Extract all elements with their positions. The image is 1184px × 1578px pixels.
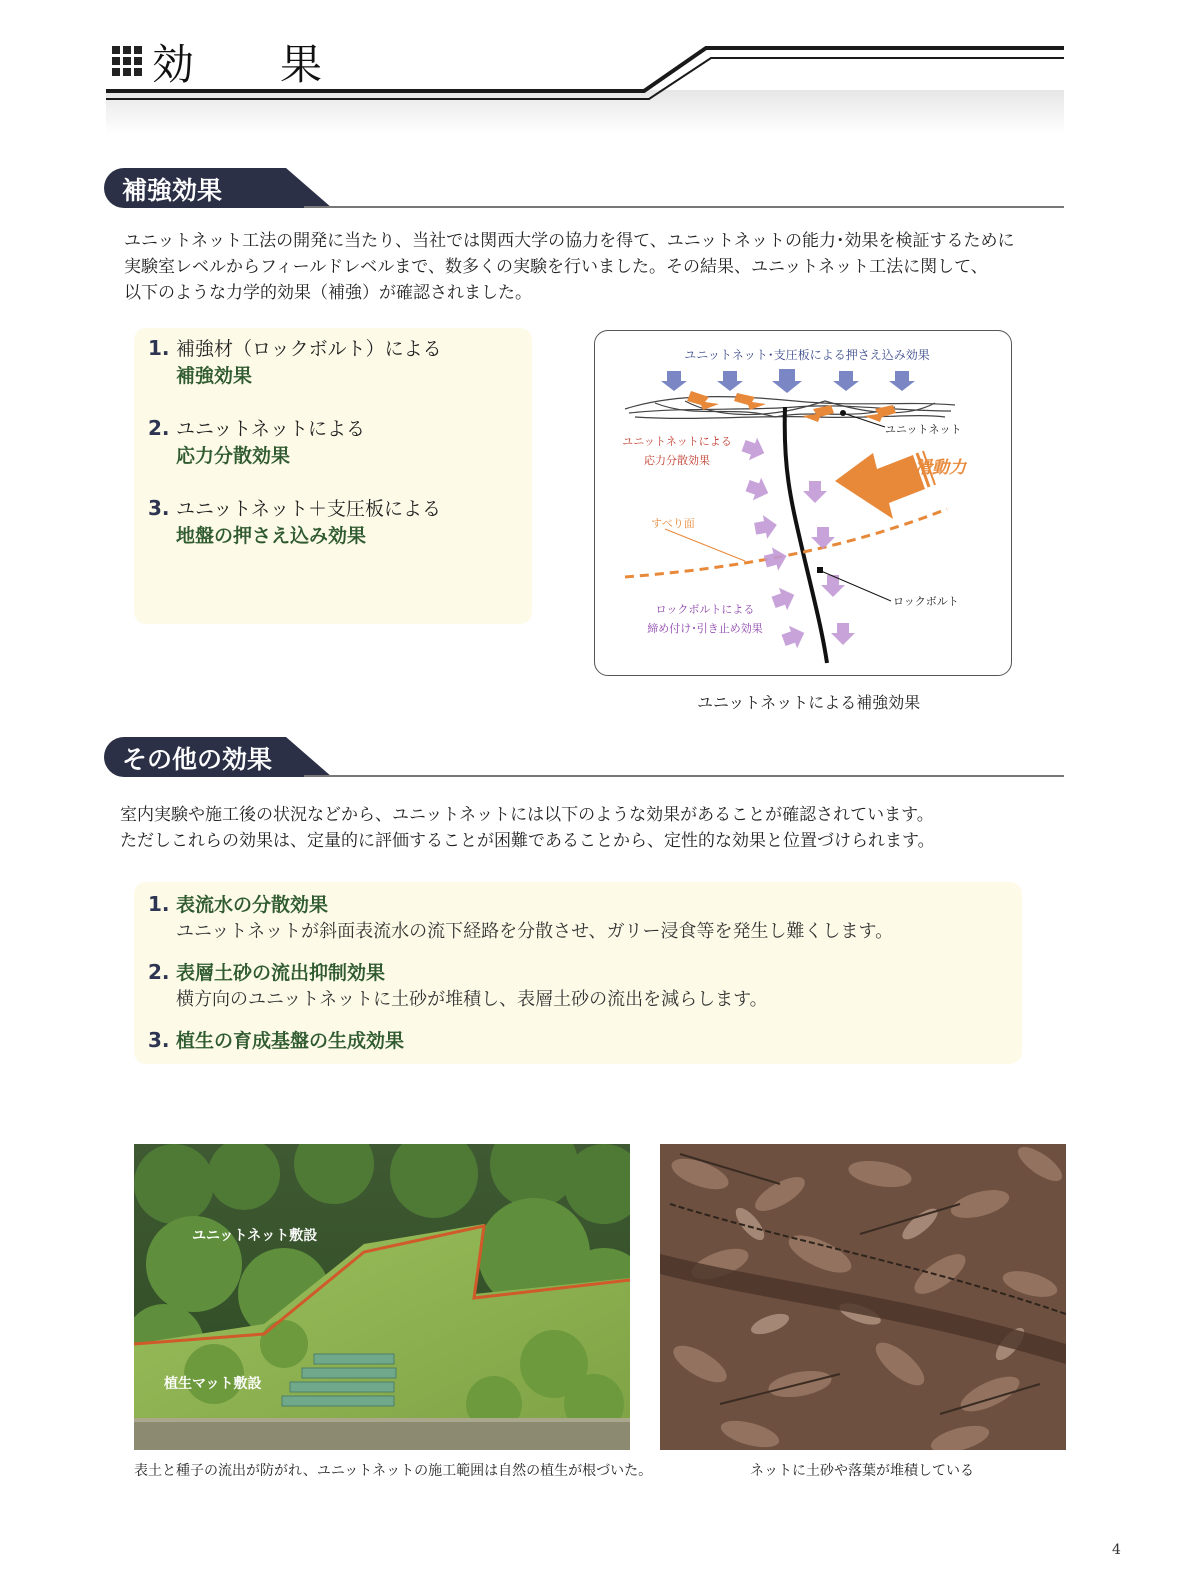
stress-label-2: 応力分散効果 — [644, 454, 710, 467]
bolt-label: ロックボルト — [893, 595, 959, 608]
page-number: 4 — [1112, 1542, 1121, 1558]
intro-line: 以下のような力学的効果（補強）が確認されました。 — [124, 283, 532, 303]
section2-intro — [120, 802, 935, 854]
net-lines — [625, 397, 955, 419]
section-tab — [104, 737, 336, 777]
list-item — [148, 494, 441, 548]
net-label: ユニットネット — [885, 423, 962, 436]
item-highlight: 応力分散効果 — [176, 445, 291, 467]
item-highlight: 補強効果 — [176, 365, 253, 387]
reinforcement-diagram — [594, 330, 1012, 676]
item-desc: ユニットネットが斜面表流水の流下経路を分散させ、ガリー浸食等を発生し難くします。 — [176, 921, 894, 942]
list-item — [148, 958, 768, 1011]
item-number: 3. — [148, 496, 170, 520]
item-number: 1. — [148, 336, 170, 360]
photo-label-net: ユニットネット敷設 — [192, 1228, 318, 1244]
leaves-photo-caption: ネットに土砂や落葉が堆積している — [750, 1463, 974, 1479]
sliding-label: 滑動力 — [915, 458, 966, 478]
intro-line: ただしこれらの効果は、定量的に評価することが困難であることから、定性的な効果と位置づけられます。 — [120, 831, 935, 851]
section-header-other — [104, 737, 1066, 781]
item-number: 3. — [148, 1028, 170, 1052]
bolt-effect-1: ロックボルトによる — [655, 603, 755, 616]
intro-line: ユニットネット工法の開発に当たり、当社では関西大学の協力を得て、ユニットネットの能力･効果を検証するために — [124, 231, 1015, 251]
item-line: ユニットネットによる — [176, 418, 366, 440]
item-line: ユニットネット＋支圧板による — [176, 498, 442, 520]
slope-photo-caption: 表土と種子の流出が防がれ、ユニットネットの施工範囲は自然の植生が根づいた。 — [134, 1463, 653, 1479]
diagram-svg — [595, 331, 1012, 676]
item-highlight: 地盤の押さえ込み効果 — [176, 525, 367, 547]
intro-line: 室内実験や施工後の状況などから、ユニットネットには以下のような効果があることが確認されています。 — [120, 805, 934, 825]
page-header — [106, 28, 1064, 136]
item-line: 補強材（ロックボルト）による — [176, 338, 442, 360]
section1-intro — [124, 228, 1014, 306]
diagram-caption: ユニットネットによる補強効果 — [697, 693, 921, 712]
page-title: 効 果 — [152, 40, 345, 89]
section-rule — [304, 775, 1064, 777]
list-item — [148, 414, 365, 468]
section-rule — [304, 206, 1064, 208]
grid-icon — [112, 46, 142, 76]
slope-photo — [134, 1144, 630, 1450]
list-item — [148, 334, 442, 388]
intro-line: 実験室レベルからフィールドレベルまで、数多くの実験を行いました。その結果、ユニットネット工法に関して、 — [124, 257, 988, 277]
reinforcement-list-box — [134, 328, 532, 624]
section-header-reinforcement — [104, 168, 1066, 212]
item-number: 2. — [148, 960, 170, 984]
item-title: 植生の育成基盤の生成効果 — [176, 1030, 405, 1052]
press-arrows — [661, 369, 915, 393]
item-title: 表層土砂の流出抑制効果 — [176, 962, 386, 984]
slip-label: すべり面 — [651, 517, 695, 530]
diagram-top-label: ユニットネット･支圧板による押さえ込み効果 — [684, 348, 930, 362]
item-number: 1. — [148, 892, 170, 916]
item-title: 表流水の分散効果 — [176, 894, 329, 916]
item-desc: 横方向のユニットネットに土砂が堆積し、表層土砂の流出を減らします。 — [176, 989, 768, 1010]
list-item — [148, 890, 893, 943]
other-effects-box — [134, 882, 1022, 1064]
item-number: 2. — [148, 416, 170, 440]
section-title: その他の効果 — [122, 745, 273, 774]
list-item — [148, 1026, 404, 1053]
section-tab — [104, 168, 336, 208]
photo-label-mat: 植生マット敷設 — [164, 1376, 262, 1392]
leaves-photo — [660, 1144, 1066, 1450]
stress-label-1: ユニットネットによる — [622, 435, 732, 448]
bolt-effect-2: 締め付け･引き止め効果 — [647, 622, 763, 635]
section-title: 補強効果 — [122, 176, 223, 205]
